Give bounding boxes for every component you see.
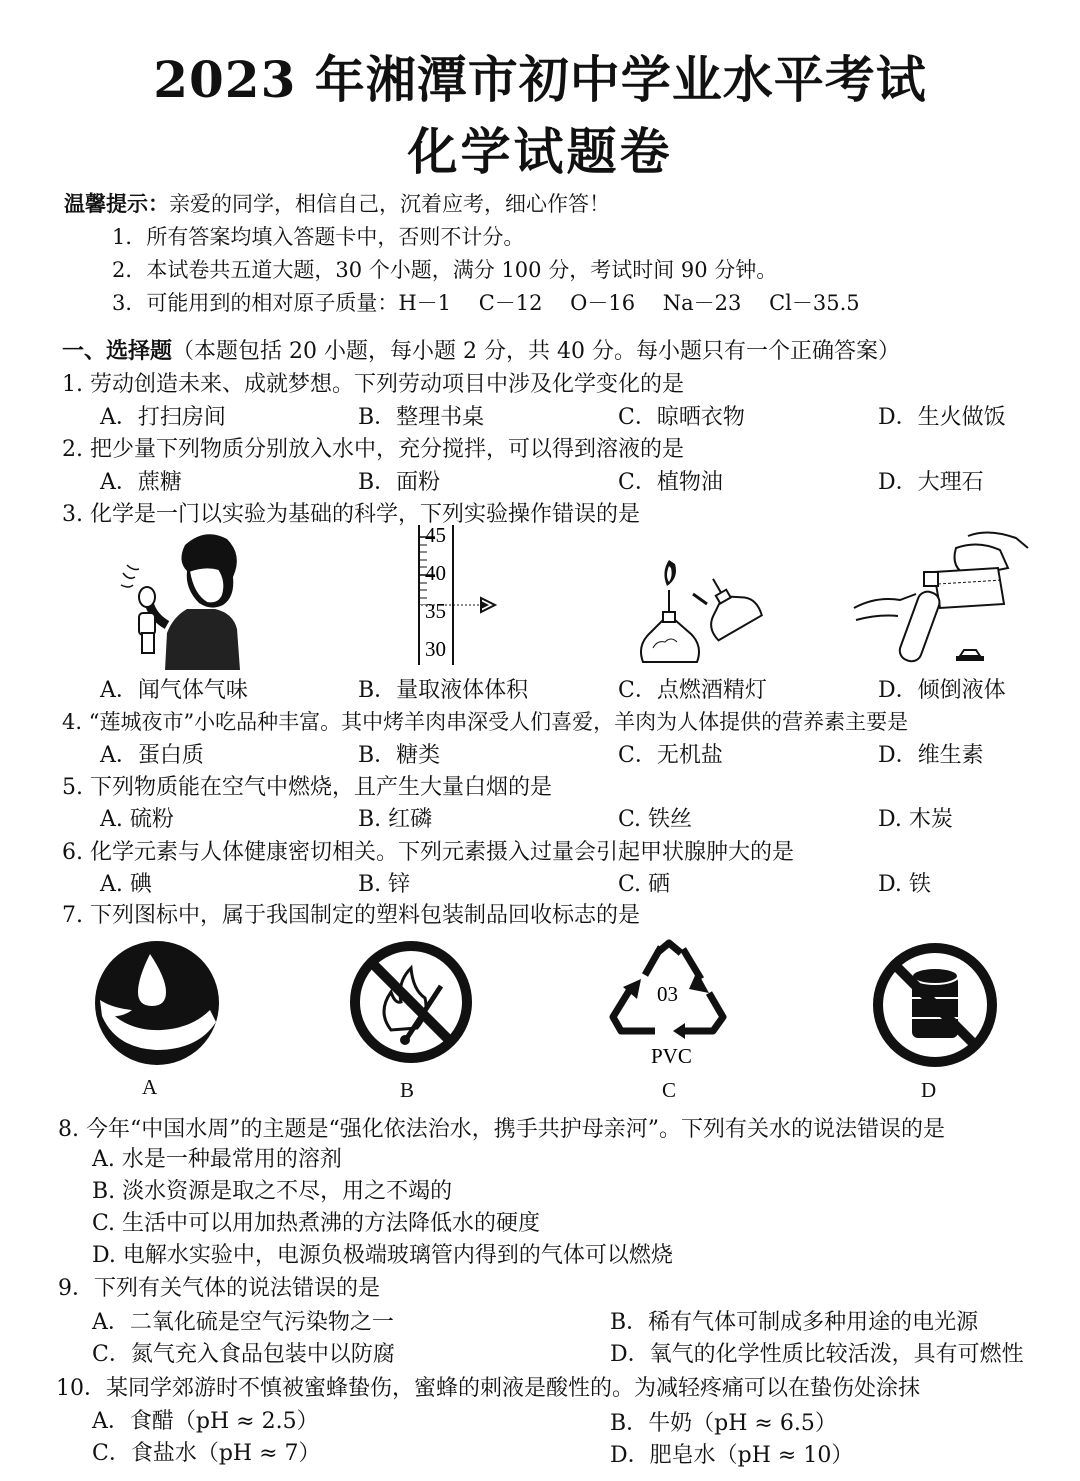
icon-label-a: A	[142, 1075, 158, 1099]
figure-graduated-cylinder	[405, 525, 505, 665]
q8-option-b: B. 淡水资源是取之不尽，用之不竭的	[92, 1179, 453, 1204]
question-6-stem: 6. 化学元素与人体健康密切相关。下列元素摄入过量会引起甲状腺肿大的是	[62, 840, 794, 865]
q6-option-d: D. 铁	[878, 872, 931, 897]
q3-option-b: B．量取液体体积	[358, 678, 529, 703]
recycle-code: 03	[657, 982, 678, 1006]
q6-option-b: B. 锌	[358, 872, 411, 897]
q8-option-d: D. 电解水实验中，电源负极端玻璃管内得到的气体可以燃烧	[92, 1243, 673, 1268]
tips-line	[64, 188, 610, 218]
question-3-stem: 3. 化学是一门以实验为基础的科学，下列实验操作错误的是	[62, 502, 640, 527]
q9-option-b: B．稀有气体可制成多种用途的电光源	[610, 1310, 979, 1335]
water-saving-icon	[92, 938, 222, 1068]
q1-option-c: C．晾晒衣物	[618, 405, 745, 430]
tick-35: 35	[425, 599, 446, 623]
question-7-stem: 7. 下列图标中，属于我国制定的塑料包装制品回收标志的是	[62, 903, 640, 928]
icon-label-c: C	[662, 1078, 677, 1102]
q10-option-c: C．食盐水（pH ≈ 7）	[92, 1441, 321, 1466]
tick-40: 40	[425, 561, 446, 585]
tip-item-3: 3．可能用到的相对原子质量：H－1 C－12 O－16 Na－23 Cl－35.5	[112, 291, 860, 315]
figure-smell-gas	[115, 525, 245, 670]
question-2-stem: 2. 把少量下列物质分别放入水中，充分搅拌，可以得到溶液的是	[62, 437, 684, 462]
question-4-stem: 4. “莲城夜市”小吃品种丰富。其中烤羊肉串深受人们喜爱，羊肉为人体提供的营养素主要是	[62, 710, 909, 734]
question-9-stem: 9．下列有关气体的说法错误的是	[58, 1276, 380, 1301]
question-10-stem: 10．某同学郊游时不慎被蜜蜂蛰伤，蜜蜂的刺液是酸性的。为减轻疼痛可以在蛰伤处涂抹	[56, 1376, 920, 1401]
no-fire-icon	[347, 938, 475, 1066]
question-1-stem: 1. 劳动创造未来、成就梦想。下列劳动项目中涉及化学变化的是	[62, 372, 684, 397]
section-heading	[62, 334, 900, 365]
q9-option-d: D．氧气的化学性质比较活泼，具有可燃性	[610, 1342, 1024, 1367]
q9-option-c: C．氮气充入食品包装中以防腐	[92, 1342, 395, 1367]
section-label: 一、选择题	[62, 338, 173, 364]
section-note: （本题包括 20 小题，每小题 2 分，共 40 分。每小题只有一个正确答案）	[172, 339, 900, 364]
q6-option-c: C. 硒	[618, 872, 671, 897]
q4-option-a: A．蛋白质	[100, 743, 204, 768]
q8-option-a: A. 水是一种最常用的溶剂	[92, 1147, 342, 1172]
q2-option-c: C．植物油	[618, 470, 723, 495]
exam-subtitle: 化学试题卷	[407, 122, 673, 181]
q5-option-c: C. 铁丝	[618, 807, 693, 832]
q2-option-a: A．蔗糖	[100, 470, 182, 495]
tips-heading: 温馨提示：	[64, 191, 169, 216]
question-5-stem: 5. 下列物质能在空气中燃烧，且产生大量白烟的是	[62, 775, 552, 800]
q1-option-a: A．打扫房间	[100, 405, 226, 430]
q3-option-c: C．点燃酒精灯	[618, 678, 767, 703]
q2-option-d: D．大理石	[878, 470, 984, 495]
q1-option-b: B．整理书桌	[358, 405, 485, 430]
figure-alcohol-lamp	[635, 550, 765, 670]
q10-option-a: A．食醋（pH ≈ 2.5）	[92, 1409, 319, 1434]
icon-label-b: B	[400, 1078, 415, 1102]
q4-option-b: B．糖类	[358, 743, 441, 768]
tick-45: 45	[425, 525, 446, 547]
tips-intro: 亲爱的同学，相信自己，沉着应考，细心作答！	[169, 192, 610, 216]
q10-option-d: D．肥皂水（pH ≈ 10）	[610, 1443, 854, 1468]
q10-option-b: B．牛奶（pH ≈ 6.5）	[610, 1411, 837, 1436]
recycle-icon	[605, 935, 735, 1070]
q5-option-d: D. 木炭	[878, 807, 953, 832]
q4-option-c: C．无机盐	[618, 743, 723, 768]
exam-title: 2023 年湘潭市初中学业水平考试	[153, 50, 927, 109]
q5-option-b: B. 红磷	[358, 807, 433, 832]
q2-option-b: B．面粉	[358, 470, 441, 495]
tip-item-1: 1．所有答案均填入答题卡中，否则不计分。	[112, 225, 525, 249]
figure-pour-liquid	[848, 528, 1033, 668]
q9-option-a: A．二氧化硫是空气污染物之一	[92, 1310, 394, 1335]
q6-option-a: A. 碘	[100, 872, 152, 897]
icon-label-d: D	[921, 1078, 937, 1102]
tip-item-2: 2．本试卷共五道大题，30 个小题，满分 100 分，考试时间 90 分钟。	[112, 258, 778, 282]
q8-option-c: C. 生活中可以用加热煮沸的方法降低水的硬度	[92, 1211, 541, 1236]
q3-option-d: D．倾倒液体	[878, 678, 1006, 703]
tick-30: 30	[425, 637, 446, 661]
no-oil-drum-icon	[870, 940, 1000, 1070]
q3-option-a: A．闻气体气味	[100, 678, 248, 703]
q1-option-d: D．生火做饭	[878, 405, 1006, 430]
q5-option-a: A. 硫粉	[100, 807, 174, 832]
question-8-stem: 8. 今年“中国水周”的主题是“强化依法治水，携手共护母亲河”。下列有关水的说法错误的是	[58, 1117, 945, 1142]
q4-option-d: D．维生素	[878, 743, 984, 768]
recycle-material: PVC	[651, 1044, 692, 1068]
